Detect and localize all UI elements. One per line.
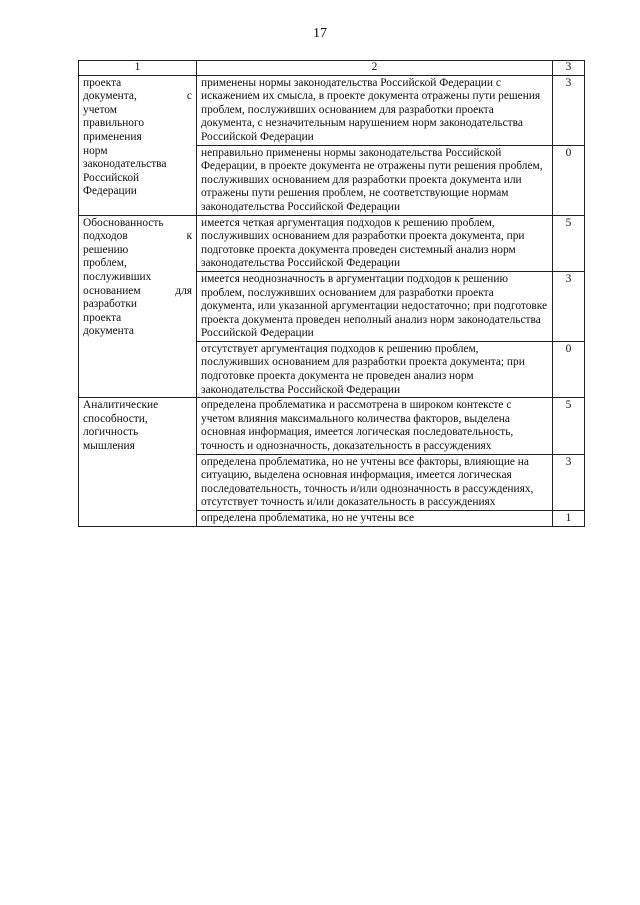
description-cell: определена проблематика, но не учтены все	[197, 511, 553, 527]
description-cell: имеется неоднозначность в аргументации подходов к решению проблем, послуживших основанием для разработки проекта документа, или указанной аргументации недостаточно; при подготовке проекта документа проведен неполный анализ норм законодательства Российской Федерации	[197, 271, 553, 341]
criterion-line: проблем,	[83, 257, 127, 270]
criterion-line: документа	[83, 325, 134, 338]
table-header-row	[79, 61, 585, 76]
page-number: 17	[313, 26, 327, 41]
score-cell: 0	[553, 145, 585, 215]
criterion-line: норм	[83, 144, 108, 157]
score-cell: 3	[553, 454, 585, 510]
table-row	[79, 215, 585, 271]
table-row	[79, 398, 585, 454]
description-cell: неправильно применены нормы законодательства Российской Федерации, в проекте документа не отражены пути решения проблем, послуживших основанием для разработки проекта документа или отражены пути решения проблем, не соответствующие нормам законодательства Российской Федерации	[197, 145, 553, 215]
score-cell: 3	[553, 271, 585, 341]
criterion-line: основанием для	[83, 284, 192, 297]
column-header-1: 1	[79, 61, 197, 76]
criterion-line: послуживших	[83, 270, 152, 283]
criterion-line: разработки	[83, 298, 137, 311]
criterion-line: документа, с	[83, 90, 192, 103]
description-cell: определена проблематика и рассмотрена в широком контексте с учетом влияния максимального количества факторов, выделена основная информация, имеется логическая последовательность, точность и однозначность, доказательность в рассуждениях	[197, 398, 553, 454]
criterion-cell	[79, 75, 197, 215]
description-cell: определена проблематика, но не учтены все факторы, влияющие на ситуацию, выделена основная информация, имеется логическая последовательность, точность и/или однозначность в рассуждениях, отсутствует точность и/или доказательность в рассуждениях	[197, 454, 553, 510]
description-cell: имеется четкая аргументация подходов к решению проблем, послуживших основанием для разработки проекта документа, при подготовке проекта документа проведен системный анализ норм законодательства Российской Федерации	[197, 215, 553, 271]
criterion-line: Обоснованность	[83, 216, 164, 229]
criterion-line: законодательства	[83, 158, 167, 171]
criterion-cell	[79, 398, 197, 526]
criterion-line: применения	[83, 130, 142, 143]
criteria-table	[78, 60, 585, 527]
score-cell: 1	[553, 511, 585, 527]
description-cell: применены нормы законодательства Российской Федерации с искажением их смысла, в проекте документа отражены пути решения проблем, послуживших основанием для разработки проекта документа, с незначительным нарушением норм законодательства Российской Федерации	[197, 75, 553, 145]
criterion-line: способности,	[83, 412, 148, 425]
criterion-line: решению	[83, 243, 129, 256]
score-cell: 5	[553, 398, 585, 454]
criterion-line: подходов к	[83, 230, 192, 243]
criterion-line: проекта	[83, 76, 122, 89]
criterion-line: учетом	[83, 103, 117, 116]
criterion-line: Федерации	[83, 185, 137, 198]
table-row	[79, 75, 585, 145]
score-cell: 0	[553, 341, 585, 397]
column-header-2: 2	[197, 61, 553, 76]
column-header-3: 3	[553, 61, 585, 76]
score-cell: 3	[553, 75, 585, 145]
description-cell: отсутствует аргументация подходов к решению проблем, послуживших основанием для разработки проекта документа; при подготовке проекта документа не проведен анализ норм законодательства Российской Федерации	[197, 341, 553, 397]
score-cell: 5	[553, 215, 585, 271]
criterion-line: логичность	[83, 426, 139, 439]
criterion-cell	[79, 215, 197, 398]
criterion-line: мышления	[83, 440, 135, 453]
criterion-line: проекта	[83, 311, 122, 324]
criterion-line: Аналитические	[83, 399, 159, 412]
criterion-line: правильного	[83, 117, 145, 130]
criterion-line: Российской	[83, 171, 140, 184]
